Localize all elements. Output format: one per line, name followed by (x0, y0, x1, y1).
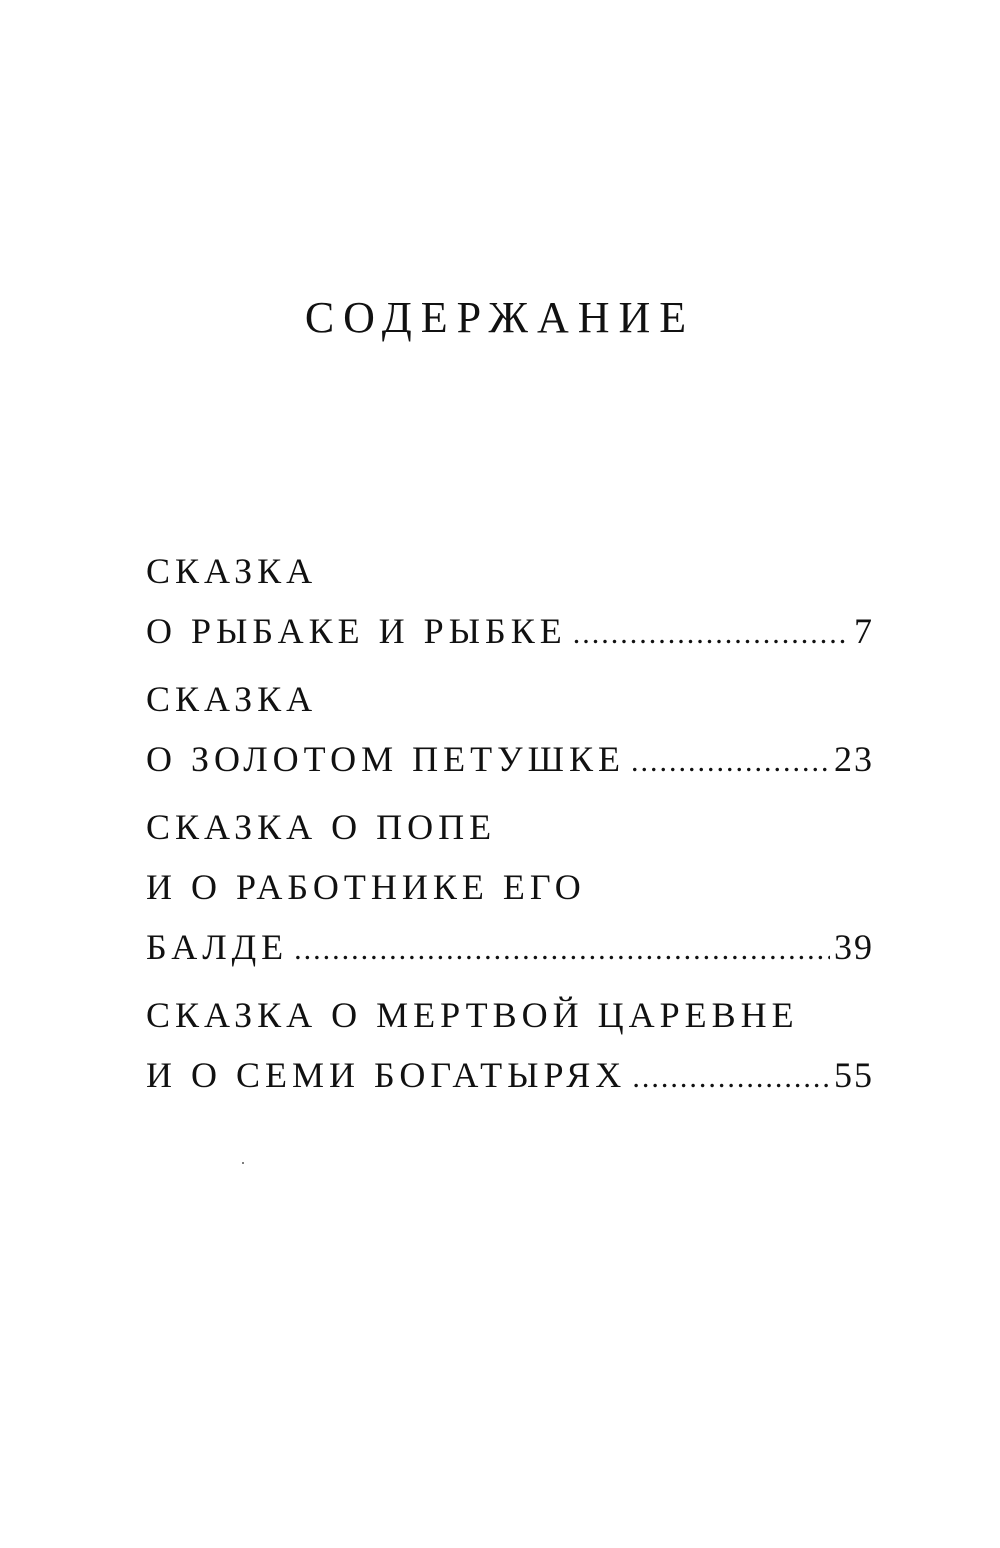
toc-entry-title-line1: СКАЗКА О МЕРТВОЙ ЦАРЕВНЕ (146, 995, 799, 1035)
toc-entry-line (146, 729, 874, 789)
dot-leader (294, 920, 830, 977)
page-title: СОДЕРЖАНИЕ (304, 293, 696, 342)
table-of-contents (146, 541, 874, 1105)
toc-entry-title-line1: СКАЗКА О ПОПЕ (146, 807, 497, 847)
toc-page-number: 7 (854, 611, 874, 651)
toc-entry-line (146, 601, 874, 661)
print-speck (242, 1162, 244, 1164)
toc-entry-line (146, 1045, 874, 1105)
toc-entry-title-line2: О ЗОЛОТОМ ПЕТУШКЕ (146, 739, 625, 779)
toc-entry-title-line2: И О СЕМИ БОГАТЫРЯХ (146, 1055, 627, 1095)
dot-leader (631, 732, 830, 789)
toc-entry-line (146, 541, 874, 601)
toc-page-number: 55 (834, 1055, 874, 1095)
toc-entry-fisherman[interactable] (146, 541, 874, 661)
toc-entry-line (146, 857, 874, 917)
dot-leader (573, 604, 850, 661)
toc-entry-dead-princess[interactable] (146, 985, 874, 1105)
toc-entry-title-line2: О РЫБАКЕ И РЫБКЕ (146, 611, 567, 651)
toc-entry-priest-balda[interactable] (146, 797, 874, 977)
toc-entry-title-line3: БАЛДЕ (146, 927, 289, 967)
toc-entry-title-line2: И О РАБОТНИКЕ ЕГО (146, 867, 586, 907)
toc-entry-golden-cockerel[interactable] (146, 669, 874, 789)
toc-entry-line (146, 669, 874, 729)
toc-page-number: 23 (834, 739, 874, 779)
toc-entry-title-line1: СКАЗКА (146, 679, 318, 719)
toc-page-number: 39 (834, 927, 874, 967)
toc-entry-line (146, 917, 874, 977)
toc-entry-line (146, 797, 874, 857)
toc-entry-title-line1: СКАЗКА (146, 551, 318, 591)
toc-entry-line (146, 985, 874, 1045)
dot-leader (632, 1048, 830, 1105)
